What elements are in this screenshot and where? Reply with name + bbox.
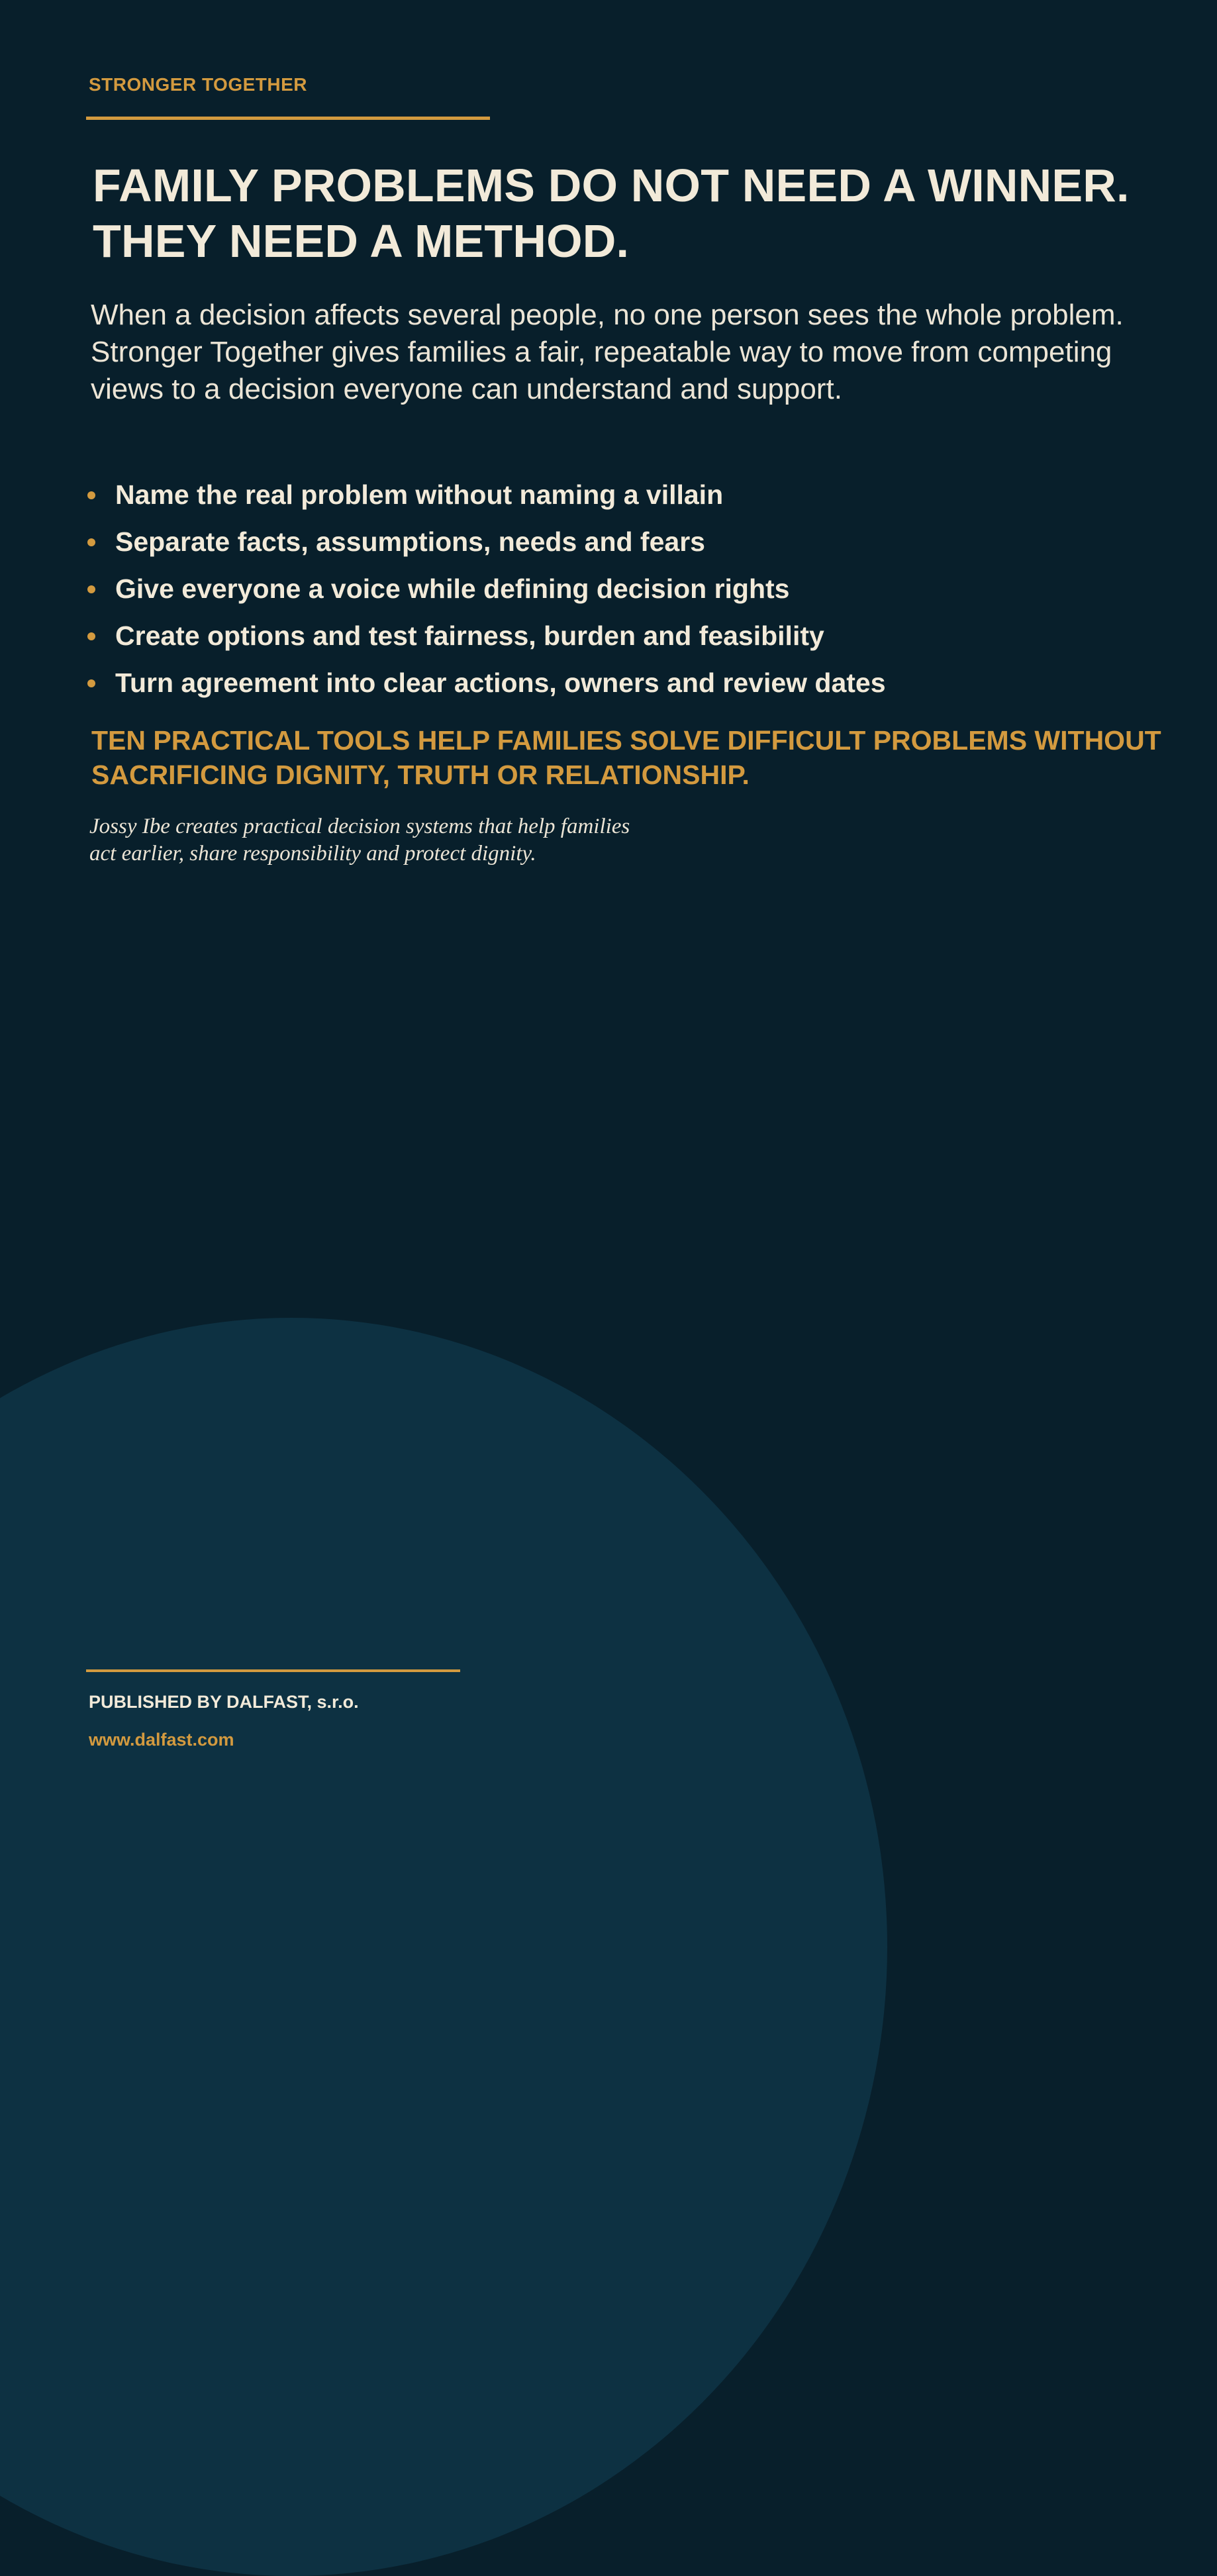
benefit-list (86, 471, 886, 707)
list-item-text: Separate facts, assumptions, needs and fears (115, 526, 705, 557)
headline: FAMILY PROBLEMS DO NOT NEED A WINNER. THEY NEED A METHOD. (93, 160, 1130, 267)
footer-divider (86, 1669, 460, 1672)
intro-paragraph: When a decision affects several people, no one person sees the whole problem. Stronger Together gives families a fair, repeatable way to move from competing views to a decision everyone can understand and support. (91, 299, 1124, 405)
bullet-icon (87, 585, 95, 593)
callout-statement: TEN PRACTICAL TOOLS HELP FAMILIES SOLVE DIFFICULT PROBLEMS WITHOUT SACRIFICING DIGNITY, TRUTH OR RELATIONSHIP. (91, 725, 1161, 790)
top-divider (86, 117, 490, 120)
series-title: STRONGER TOGETHER (89, 74, 308, 95)
list-item (86, 519, 886, 566)
website-link[interactable]: www.dalfast.com (89, 1730, 234, 1750)
list-item (86, 660, 886, 707)
author-bio: Jossy Ibe creates practical decision systems that help families act earlier, share responsibility and protect dignity. (89, 815, 630, 866)
bullet-icon (87, 632, 95, 640)
bullet-icon (87, 491, 95, 499)
list-item-text: Create options and test fairness, burden and feasibility (115, 620, 824, 651)
list-item (86, 471, 886, 519)
list-item-text: Give everyone a voice while defining decision rights (115, 573, 790, 604)
bullet-icon (87, 679, 95, 687)
list-item (86, 566, 886, 613)
list-item-text: Turn agreement into clear actions, owners and review dates (115, 668, 886, 698)
publisher-credit: PUBLISHED BY DALFAST, s.r.o. (89, 1692, 359, 1712)
bullet-icon (87, 538, 95, 546)
list-item (86, 613, 886, 660)
list-item-text: Name the real problem without naming a villain (115, 479, 724, 510)
